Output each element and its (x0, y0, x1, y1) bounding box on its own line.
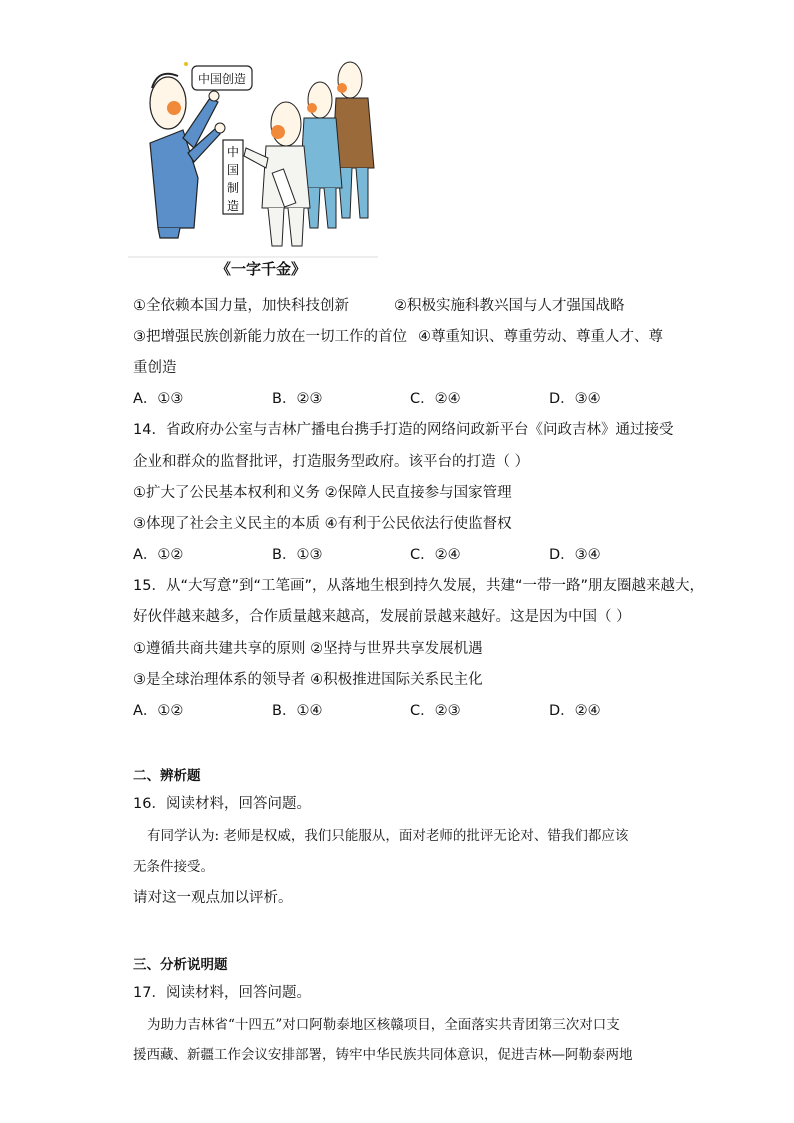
q15-stem-line-2: 好伙伴越来越多，合作质量越来越高，发展前景越来越好。这是因为中国（ ） (133, 609, 631, 625)
q14-option-a: A．①② (133, 547, 184, 563)
q15-statements-3-4: ③是全球治理体系的领导者 ④积极推进国际关系民主化 (133, 672, 483, 688)
q13-option-d: D．③④ (549, 391, 601, 407)
q15-option-d: D．②④ (549, 703, 601, 719)
q15-statements-1-2: ①遵循共商共建共享的原则 ②坚持与世界共享发展机遇 (133, 641, 483, 657)
cartoon-illustration (128, 58, 378, 260)
section-2-heading: 二、辨析题 (133, 768, 201, 784)
sign-char: 国 (226, 163, 240, 177)
q13-statement-3: ③把增强民族创新能力放在一切工作的首位 (133, 329, 407, 345)
q13-statement-4: ④尊重知识、尊重劳动、尊重人才、尊 (418, 329, 663, 345)
q16-stem: 16．阅读材料，回答问题。 (133, 796, 311, 812)
sign-char: 造 (226, 199, 240, 213)
q14-option-c: C．②④ (410, 547, 461, 563)
q14-statements-3-4: ③体现了社会主义民主的本质 ④有利于公民依法行使监督权 (133, 516, 512, 532)
sign-char: 制 (226, 181, 240, 195)
q15-option-b: B．①④ (272, 703, 323, 719)
q16-instruction: 请对这一观点加以评析。 (133, 890, 293, 906)
q14-stem-line-2: 企业和群众的监督批评，打造服务型政府。该平台的打造（ ） (133, 454, 530, 470)
q15-stem-line-1: 15．从“大写意”到“工笔画”，从落地生根到持久发展，共建“一带一路”朋友圈越来越大， (133, 578, 705, 594)
q15-option-c: C．②③ (410, 703, 461, 719)
q13-statement-1: ①全依赖本国力量，加快科技创新 (133, 298, 349, 314)
sign-char: 中 (226, 145, 240, 159)
q13-option-c: C．②④ (410, 391, 461, 407)
q16-material-line-2: 无条件接受。 (133, 859, 214, 875)
q13-statement-4-cont: 重创造 (133, 360, 177, 376)
q17-material-line-1: 为助力吉林省“十四五”对口阿勒泰地区核赣项目，全面落实共青团第三次对口支 (147, 1017, 620, 1033)
q14-option-d: D．③④ (549, 547, 601, 563)
q13-option-a: A．①③ (133, 391, 184, 407)
q14-stem-line-1: 14．省政府办公室与吉林广播电台携手打造的网络问政新平台《问政吉林》通过接受 (133, 422, 674, 438)
section-3-heading: 三、分析说明题 (133, 957, 228, 973)
q17-material-line-2: 援西藏、新疆工作会议安排部署，铸牢中华民族共同体意识，促进吉林—阿勒泰两地 (133, 1047, 633, 1063)
q15-option-a: A．①② (133, 703, 184, 719)
q14-option-b: B．①③ (272, 547, 323, 563)
cartoon-caption: 《一字千金》 (216, 260, 307, 278)
bubble-text: 中国创造 (197, 72, 247, 86)
q17-stem: 17．阅读材料，回答问题。 (133, 985, 311, 1001)
audience-figures (244, 62, 374, 246)
q16-material-line-1: 有同学认为: 老师是权威，我们只能服从，面对老师的批评无论对、错我们都应该 (147, 828, 629, 844)
q13-statement-2: ②积极实施科教兴国与人才强国战略 (394, 298, 625, 314)
q13-option-b: B．②③ (272, 391, 323, 407)
q14-statements-1-2: ①扩大了公民基本权利和义务 ②保障人民直接参与国家管理 (133, 485, 512, 501)
